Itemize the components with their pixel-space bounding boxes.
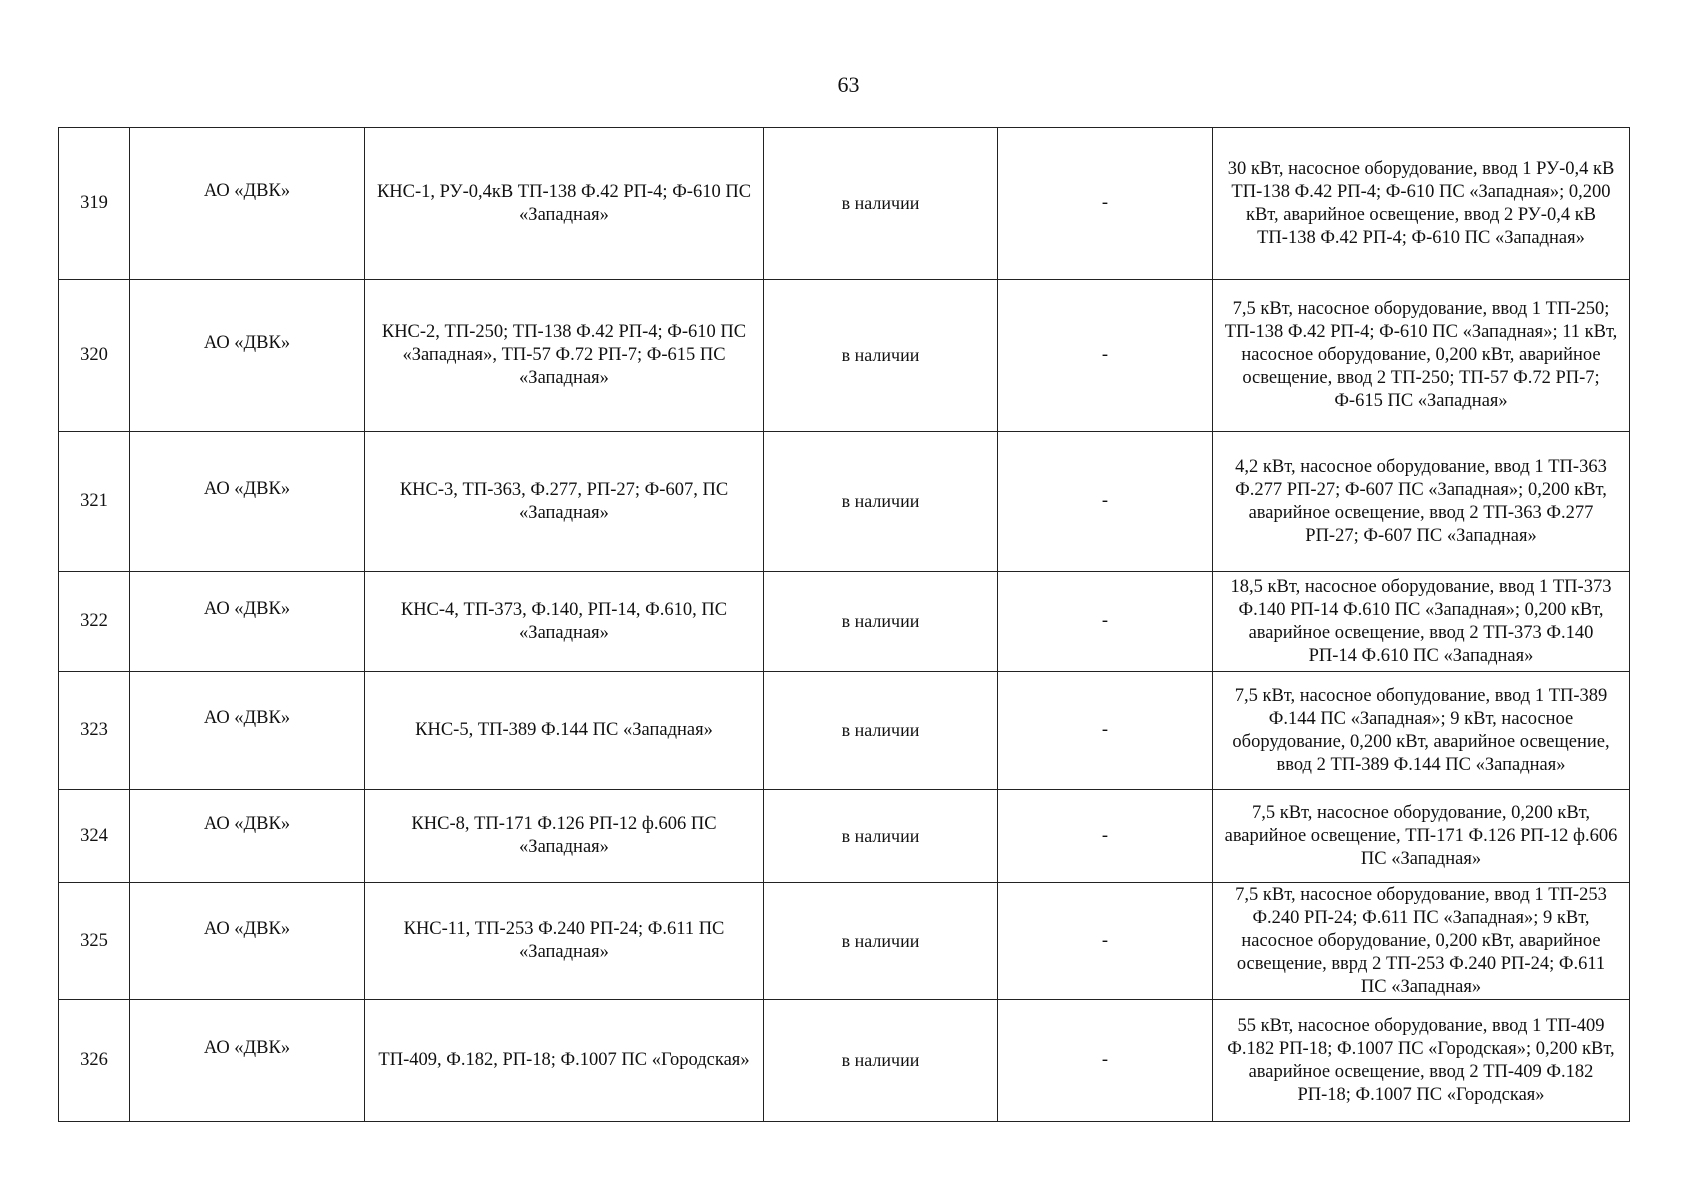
details-cell: 7,5 кВт, насосное оборудование, 0,200 кВт, аварийное освещение, ТП-171 Ф.126 РП-12 ф.606 ПС «Западная» xyxy=(1213,790,1630,883)
organization-cell xyxy=(130,672,365,790)
row-number: 322 xyxy=(59,572,130,672)
object-cell: КНС-2, ТП-250; ТП-138 Ф.42 РП-4; Ф-610 ПС «Западная», ТП-57 Ф.72 РП-7; Ф-615 ПС «Западная» xyxy=(365,280,764,432)
object-cell: КНС-4, ТП-373, Ф.140, РП-14, Ф.610, ПС «Западная» xyxy=(365,572,764,672)
dash-cell: - xyxy=(998,1000,1213,1122)
organization-name: АО «ДВК» xyxy=(203,479,291,499)
page-number: 63 xyxy=(837,72,860,97)
row-number: 324 xyxy=(59,790,130,883)
object-cell: ТП-409, Ф.182, РП-18; Ф.1007 ПС «Городская» xyxy=(365,1000,764,1122)
organization-cell xyxy=(130,572,365,672)
object-cell: КНС-1, РУ-0,4кВ ТП-138 Ф.42 РП-4; Ф-610 ПС «Западная» xyxy=(365,128,764,280)
organization-cell xyxy=(130,128,365,280)
details-cell: 7,5 кВт, насосное оборудование, ввод 1 ТП-253 Ф.240 РП-24; Ф.611 ПС «Западная»; 9 кВт, насосное оборудование, 0,200 кВт, аварийное освещение, ввpд 2 ТП-253 Ф.240 РП-24; Ф.611 ПС «Западная» xyxy=(1213,883,1630,1000)
table-row xyxy=(59,280,1630,432)
row-number: 323 xyxy=(59,672,130,790)
row-number: 319 xyxy=(59,128,130,280)
table-body xyxy=(59,128,1630,1122)
table-row xyxy=(59,432,1630,572)
organization-name: АО «ДВК» xyxy=(203,333,291,353)
object-cell: КНС-11, ТП-253 Ф.240 РП-24; Ф.611 ПС «Западная» xyxy=(365,883,764,1000)
organization-name: АО «ДВК» xyxy=(203,181,291,201)
dash-cell: - xyxy=(998,572,1213,672)
row-number: 326 xyxy=(59,1000,130,1122)
organization-cell xyxy=(130,280,365,432)
table-row xyxy=(59,572,1630,672)
availability-cell: в наличии xyxy=(764,572,998,672)
organization-name: АО «ДВК» xyxy=(203,813,291,834)
availability-cell: в наличии xyxy=(764,883,998,1000)
table-row xyxy=(59,1000,1630,1122)
row-number: 320 xyxy=(59,280,130,432)
row-number: 325 xyxy=(59,883,130,1000)
organization-name: АО «ДВК» xyxy=(203,599,291,619)
table-row xyxy=(59,672,1630,790)
dash-cell: - xyxy=(998,280,1213,432)
details-cell: 7,5 кВт, насосное оборудование, ввод 1 ТП-250; ТП-138 Ф.42 РП-4; Ф-610 ПС «Западная»; 11 кВт, насосное оборудование, 0,200 кВт, аварийное освещение, ввод 2 ТП-250; ТП-57 Ф.72 РП-7; Ф-615 ПС «Западная» xyxy=(1213,280,1630,432)
organization-cell xyxy=(130,883,365,1000)
object-cell: КНС-8, ТП-171 Ф.126 РП-12 ф.606 ПС «Западная» xyxy=(365,790,764,883)
organization-cell xyxy=(130,790,365,883)
dash-cell: - xyxy=(998,432,1213,572)
availability-cell: в наличии xyxy=(764,280,998,432)
availability-cell: в наличии xyxy=(764,1000,998,1122)
dash-cell: - xyxy=(998,128,1213,280)
organization-cell xyxy=(130,432,365,572)
table-row xyxy=(59,883,1630,1000)
details-cell: 30 кВт, насосное оборудование, ввод 1 РУ-0,4 кВ ТП-138 Ф.42 РП-4; Ф-610 ПС «Западная»; 0,200 кВт, аварийное освещение, ввод 2 РУ-0,4 кВ ТП-138 Ф.42 РП-4; Ф-610 ПС «Западная» xyxy=(1213,128,1630,280)
table-row xyxy=(59,790,1630,883)
organization-name: АО «ДВК» xyxy=(203,708,291,728)
availability-cell: в наличии xyxy=(764,790,998,883)
details-cell: 4,2 кВт, насосное оборудование, ввод 1 ТП-363 Ф.277 РП-27; Ф-607 ПС «Западная»; 0,200 кВт, аварийное освещение, ввод 2 ТП-363 Ф.277 РП-27; Ф-607 ПС «Западная» xyxy=(1213,432,1630,572)
table-row xyxy=(59,128,1630,280)
organization-cell xyxy=(130,1000,365,1122)
object-cell: КНС-3, ТП-363, Ф.277, РП-27; Ф-607, ПС «Западная» xyxy=(365,432,764,572)
details-cell: 7,5 кВт, насосное обопудование, ввод 1 ТП-389 Ф.144 ПС «Западная»; 9 кВт, насосное оборудование, 0,200 кВт, аварийное освещение, ввод 2 ТП-389 Ф.144 ПС «Западная» xyxy=(1213,672,1630,790)
dash-cell: - xyxy=(998,790,1213,883)
dash-cell: - xyxy=(998,672,1213,790)
availability-cell: в наличии xyxy=(764,128,998,280)
facilities-table xyxy=(58,127,1630,1122)
row-number: 321 xyxy=(59,432,130,572)
details-cell: 55 кВт, насосное оборудование, ввод 1 ТП-409 Ф.182 РП-18; Ф.1007 ПС «Городская»; 0,200 кВт, аварийное освещение, ввод 2 ТП-409 Ф.182 РП-18; Ф.1007 ПС «Городская» xyxy=(1213,1000,1630,1122)
object-cell: КНС-5, ТП-389 Ф.144 ПС «Западная» xyxy=(365,672,764,790)
details-cell: 18,5 кВт, насосное оборудование, ввод 1 ТП-373 Ф.140 РП-14 Ф.610 ПС «Западная»; 0,200 кВт, аварийное освещение, ввод 2 ТП-373 Ф.140 РП-14 Ф.610 ПС «Западная» xyxy=(1213,572,1630,672)
availability-cell: в наличии xyxy=(764,672,998,790)
dash-cell: - xyxy=(998,883,1213,1000)
organization-name: АО «ДВК» xyxy=(203,918,291,939)
availability-cell: в наличии xyxy=(764,432,998,572)
organization-name: АО «ДВК» xyxy=(203,1038,291,1058)
